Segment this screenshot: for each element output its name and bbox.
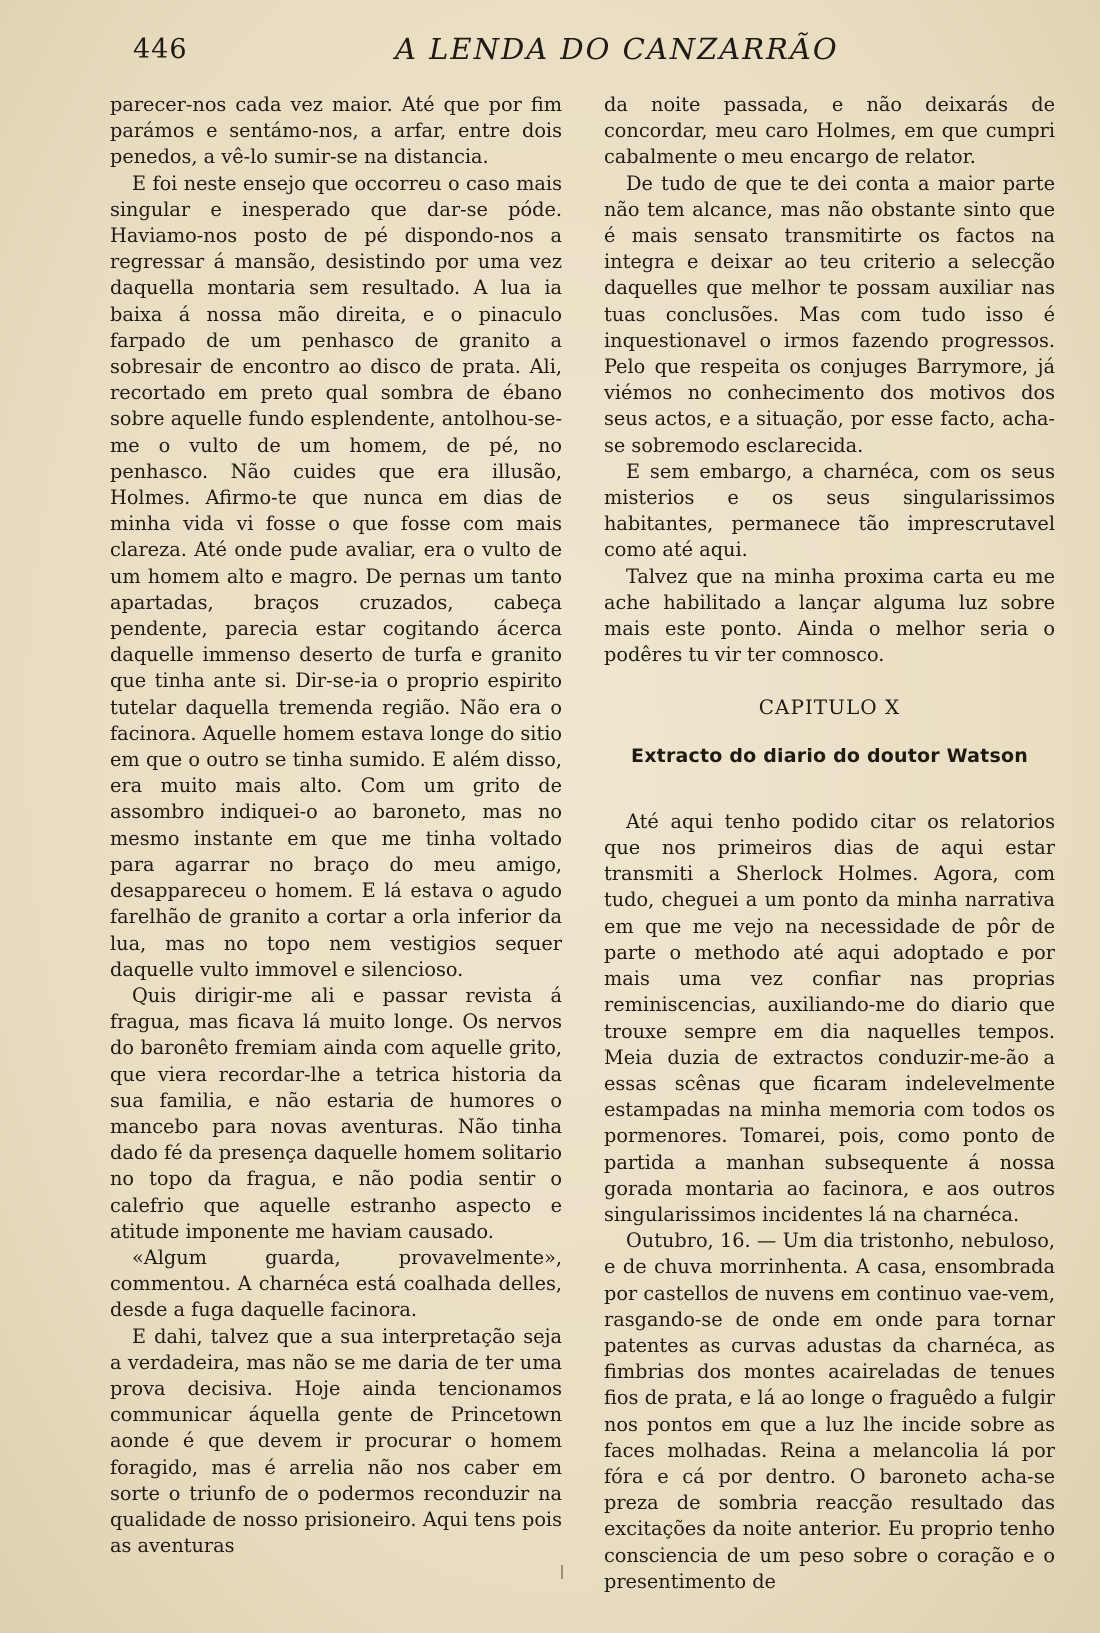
paragraph: De tudo de que te dei conta a maior parte não tem alcance, mas não obstante sinto que é mais sensato transmitirte os factos na integra e deixar ao teu criterio a selecção daquelles que melhor te possam auxiliar nas tuas conclusões. Mas com tudo isso é inquestionavel o irmos fazendo progressos. Pelo que respeita os conjuges Barrymore, já viémos no conhecimento dos motivos dos seus actos, e a situação, por esse facto, acha-se sobremodo esclarecida.	[604, 171, 1055, 457]
paragraph: Quis dirigir-me ali e passar revista á fragua, mas ficava lá muito longe. Os nervos do baronêto fremiam ainda com aquelle grito, que viera recordar-lhe a tetrica historia da sua familia, e não estaria de humores o mancebo para novas aventuras. Não tinha dado fé da presença daquelle homem solitario no topo da fragua, e não podia sentir o calefrio que aquelle estranho aspecto e atitude imponente me haviam causado.	[110, 983, 562, 1243]
chapter-number: CAPITULO X	[758, 695, 901, 720]
paragraph: «Algum guarda, provavelmente», commentou. A charnéca está coalhada delles, desde a fuga daquelle facinora.	[110, 1245, 562, 1322]
page-header	[0, 28, 1100, 68]
paragraph: Talvez que na minha proxima carta eu me ache habilitado a lançar alguma luz sobre mais este ponto. Ainda o melhor seria o podêres tu vir ter comnosco.	[604, 564, 1055, 667]
right-column	[604, 92, 1055, 1595]
left-column	[110, 92, 562, 1559]
paragraph: E dahi, talvez que a sua interpretação seja a verdadeira, mas não se me daria de ter uma prova decisiva. Hoje ainda tencionamos communicar áquella gente de Princetown aonde é que devem ir procurar o homem foragido, mas é arrelia não nos caber em sorte o triunfo de o podermos reconduzir na qualidade de nosso prisioneiro. Aqui tens pois as aventuras	[110, 1324, 562, 1558]
paragraph: da noite passada, e não deixarás de concordar, meu caro Holmes, em que cumpri cabalmente o meu encargo de relator.	[604, 93, 1055, 169]
running-title: A LENDA DO CANZARRÃO	[395, 32, 839, 66]
paragraph: Até aqui tenho podido citar os relatorios que nos primeiros dias de aqui estar transmiti a Sherlock Holmes. Agora, com tudo, cheguei a um ponto da minha narrativa em que me vejo na necessidade de pôr de parte o methodo até aqui adoptado e por mais uma vez confiar nas proprias reminiscencias, auxiliando-me do diario que trouxe sempre em dia naquelles tempos. Meia duzia de extractos conduzir-me-ão a essas scênas que ficaram indelevelmente estampadas na minha memoria com todos os pormenores. Tomarei, pois, como ponto de partida a manhan subsequente á nossa gorada montaria ao facinora, e aos outros singularissimos incidentes lá na charnéca.	[604, 809, 1055, 1226]
paragraph: E sem embargo, a charnéca, com os seus misterios e os seus singularissimos habitantes, permanece tão imprescrutavel como até aqui.	[604, 459, 1055, 562]
chapter-title: Extracto do diario do doutor Watson	[631, 744, 1028, 767]
page-number: 446	[133, 34, 188, 65]
paragraph: Outubro, 16. — Um dia tristonho, nebuloso, e de chuva morrinhenta. A casa, ensombrada por castellos de nuvens em continuo vae-vem, rasgando-se de onde em onde para tornar patentes as curvas adustas da charnéca, as fimbrias dos montes acaireladas de tenues fios de prata, e lá ao longe o fraguêdo a fulgir nos pontos em que a luz lhe incide sobre as faces molhadas. Reina a melancolia lá por fóra e cá por dentro. O baroneto acha-se preza de sombria reacção resultado das excitações da noite anterior. Eu proprio tenho consciencia de um peso sobre o coração e o presentimento de	[604, 1229, 1055, 1593]
paragraph: E foi neste ensejo que occorreu o caso mais singular e inesperado que dar-se póde. Haviamo-nos posto de pé dispondo-nos a regressar á mansão, desistindo por uma vez daquella montaria sem resultado. A lua ia baixa á nossa mão direita, e o pinaculo farpado de um penhasco de granito a sobresair de encontro ao disco de prata. Ali, recortado em preto qual sombra de ébano sobre aquelle fundo esplendente, antolhou-se-me o vulto de um homem, de pé, no penhasco. Não cuides que era illusão, Holmes. Afirmo-te que nunca em dias de minha vida vi fosse o que fosse com mais clareza. Até onde pude avaliar, era o vulto de um homem alto e magro. De pernas um tanto apartadas, braços cruzados, cabeça pendente, parecia estar cogitando ácerca daquelle immenso deserto de turfa e granito que tinha ante si. Dir-se-ia o proprio espirito tutelar daquella tremenda região. Não era o facinora. Aquelle homem estava longe do sitio em que o outro se tinha sumido. E além disso, era muito mais alto. Com um grito de assombro indiquei-o ao baroneto, mas no mesmo instante em que me tinha voltado para agarrar no braço do meu amigo, desappareceu o homem. E lá estava o agudo farelhão de granito a cortar a orla inferior da lua, mas no topo nem vestigios sequer daquelle vulto immovel e silencioso.	[110, 171, 562, 981]
paragraph: parecer-nos cada vez maior. Até que por fim parámos e sentámo-nos, a arfar, entre dois penedos, a vê-lo sumir-se na distancia.	[110, 93, 562, 169]
print-speck	[561, 1565, 563, 1579]
